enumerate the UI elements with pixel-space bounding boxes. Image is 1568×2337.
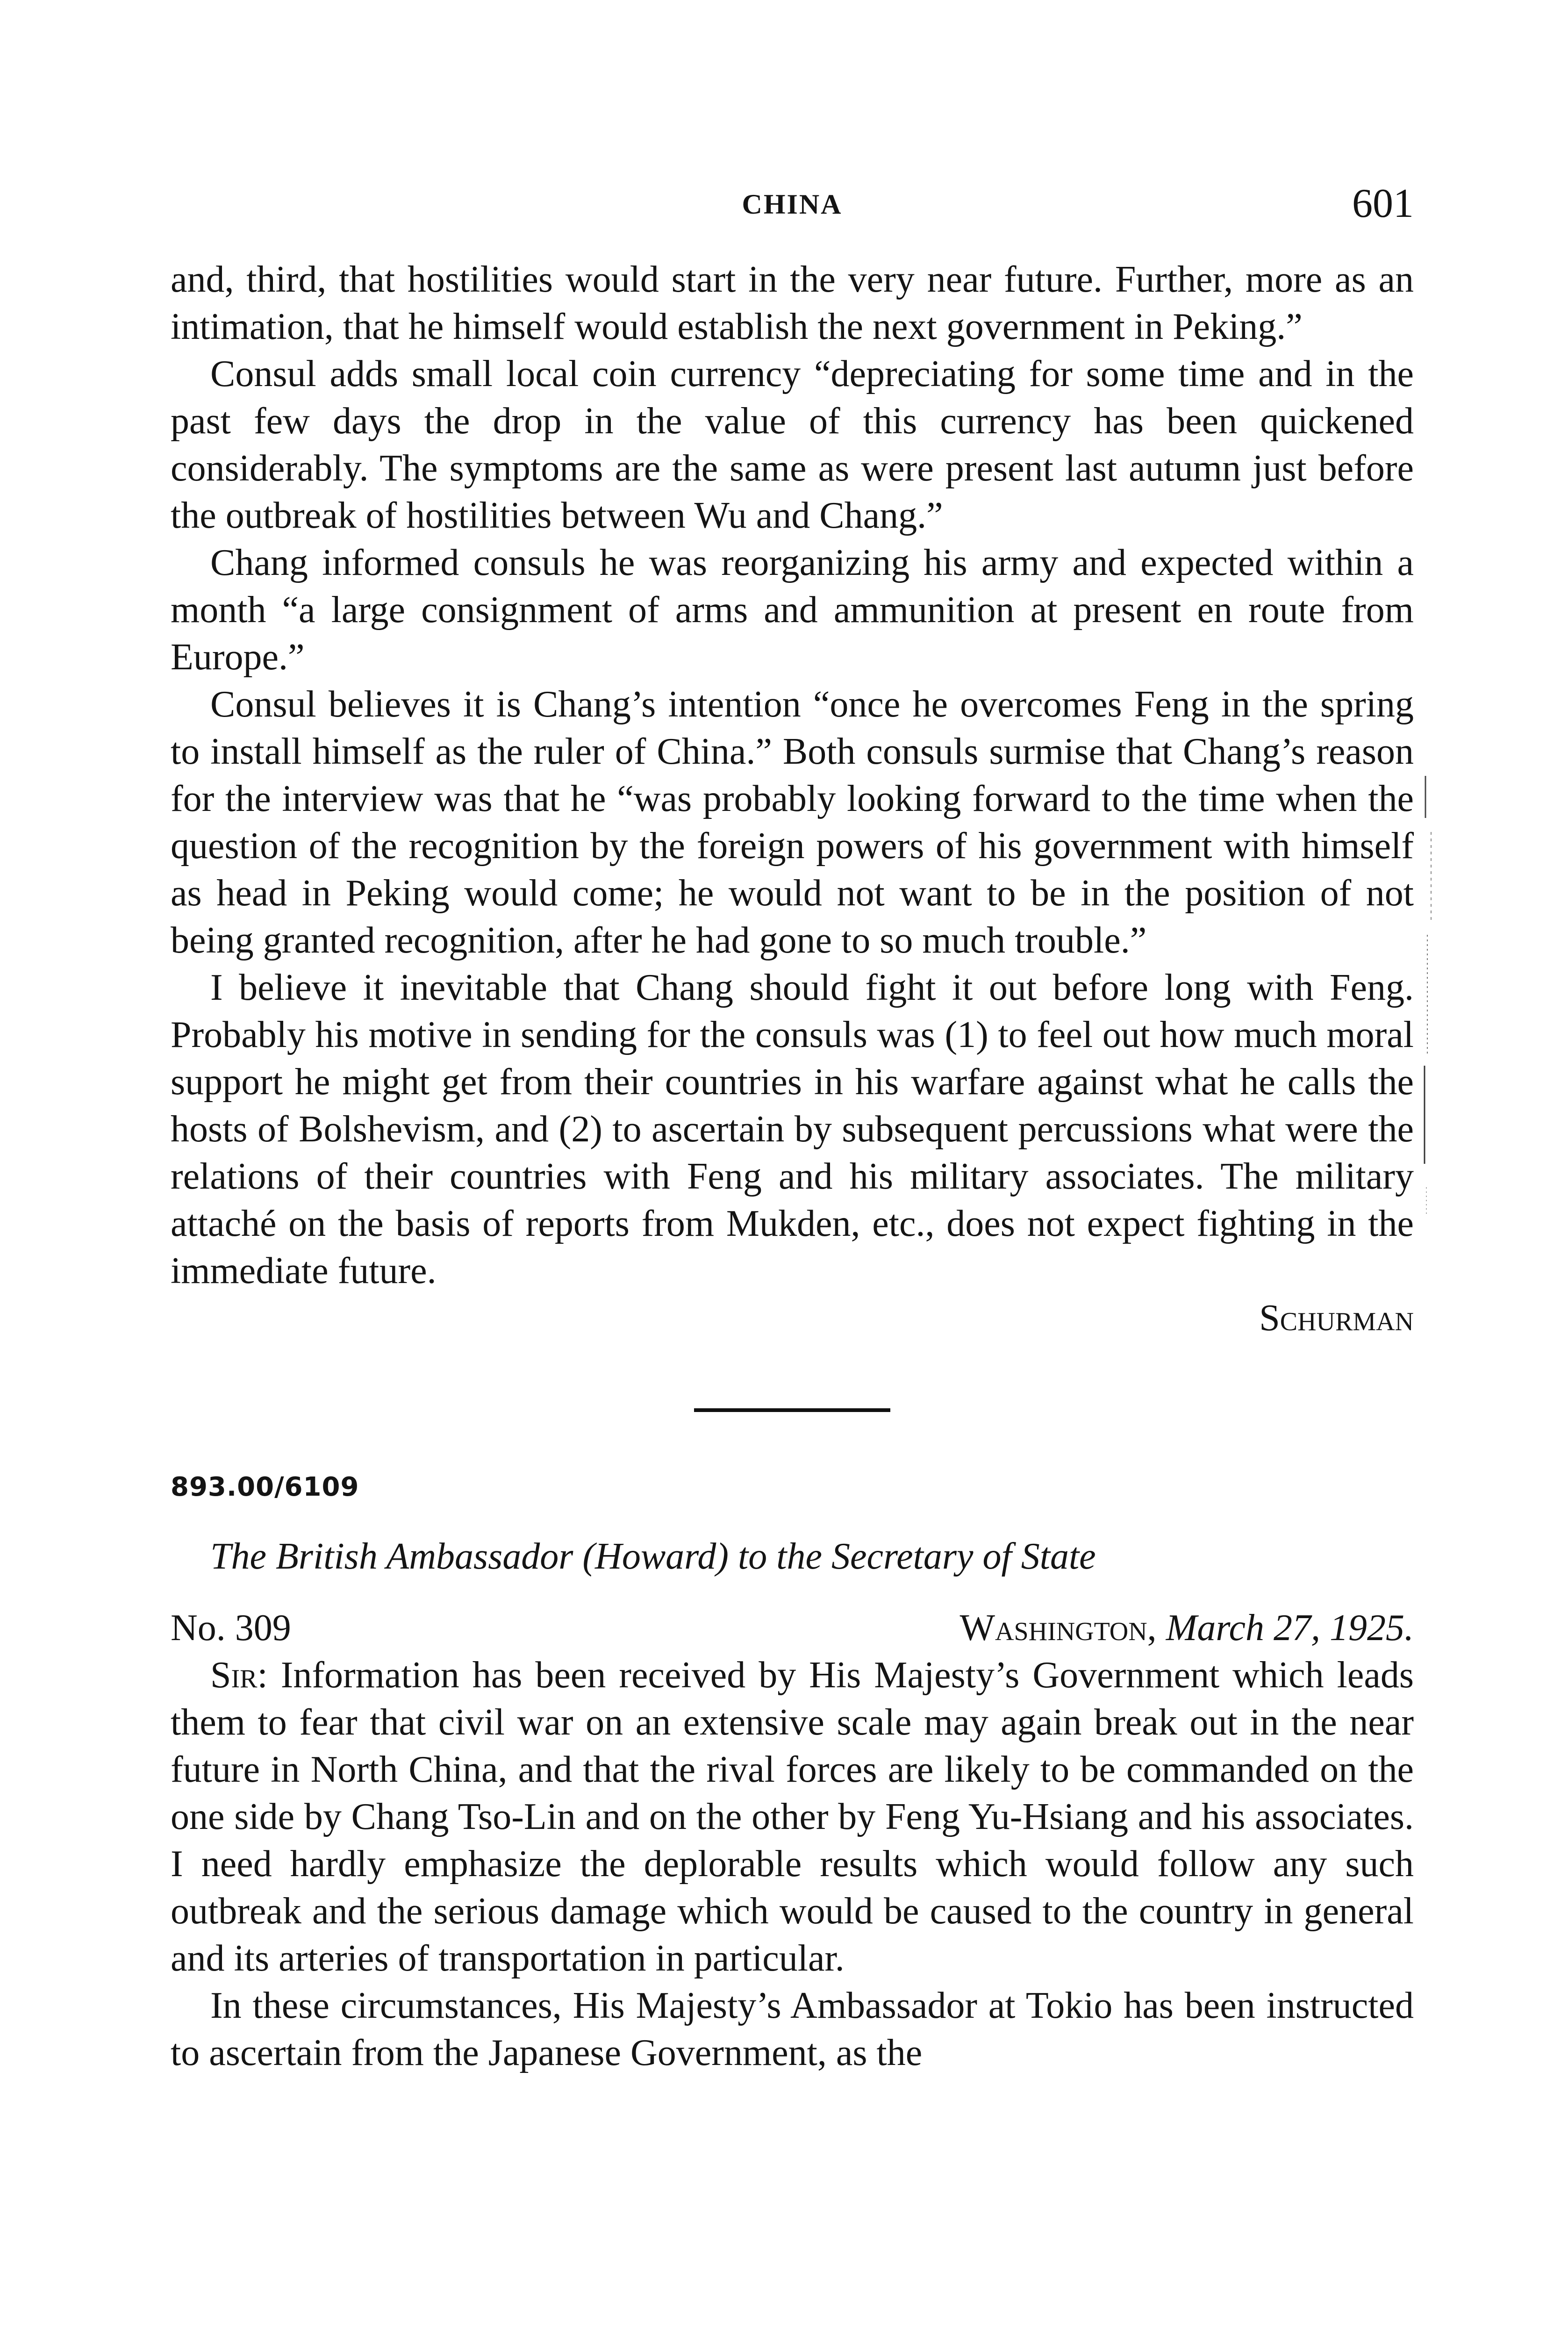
letter-place: Washington, — [959, 1607, 1157, 1649]
letter-date: March 27, 1925. — [1166, 1607, 1414, 1649]
document-title: The British Ambassador (Howard) to the Secretary of State — [210, 1536, 1096, 1577]
section-divider — [694, 1408, 890, 1412]
letter-number: No. 309 — [171, 1607, 291, 1649]
file-number: 893.00/6109 — [171, 1472, 359, 1502]
telegram-paragraph-4: Consul believes it is Chang’s intention “once he overcomes Feng in the spring to install himself as the ruler of China.” Both consuls surmise that Chang’s reason for the interview was that he “was probably looking forward to the time when the question of the recognition by the foreign powers of his government with himself as head in Peking would come; he would not want to be in the position of not being granted recognition, after he had gone to so much trouble.” — [171, 684, 1414, 961]
telegram-paragraph-5: I believe it inevitable that Chang should fight it out before long with Feng. Probably his motive in sending for the consuls was (1) to feel out how much moral support he might get from their countries in his warfare against what he calls the hosts of Bolshevism, and (2) to ascertain by subsequent percussions what were the relations of their countries with Feng and his military associates. The military attaché on the basis of reports from Mukden, etc., does not expect fighting in the immediate future. — [171, 967, 1414, 1291]
place-date — [960, 1605, 1414, 1652]
telegram-paragraph-3: Chang informed consuls he was reorganizing his army and expected within a month “a large consignment of arms and ammunition at present en route from Europe.” — [171, 542, 1414, 678]
running-head: CHINA — [742, 189, 843, 220]
letter-paragraph-1-text: Information has been received by His Majesty’s Government which leads them to fear that civil war on an extensive scale may again break out in the near future in North China, and that the rival forces are likely to be commanded on the one side by Chang Tso-Lin and on the other by Feng Yu-Hsiang and his associates. I need hardly emphasize the deplorable results which would follow any such outbreak and the serious damage which would be caused to the country in general and its arteries of transportation in particular. — [171, 1655, 1414, 1979]
letter-paragraph-1 — [171, 1652, 1414, 1982]
telegram-paragraph-1: and, third, that hostilities would start in the very near future. Further, more as an intimation, that he himself would establish the next government in Peking.” — [171, 259, 1414, 347]
salutation: Sir: — [210, 1655, 268, 1696]
page-number: 601 — [1352, 181, 1414, 226]
letter-paragraph-2: In these circumstances, His Majesty’s Ambassador at Tokio has been instructed to ascertain from the Japanese Government, as the — [171, 1985, 1414, 2073]
telegram-paragraph-2: Consul adds small local coin currency “depreciating for some time and in the past few days the drop in the value of this currency has been quickened considerably. The symptoms are the same as were present last autumn just before the outbreak of hostilities between Wu and Chang.” — [171, 353, 1414, 536]
page-body — [171, 256, 1414, 2077]
dateline — [171, 1605, 1414, 1652]
page-header — [171, 180, 1414, 231]
margin-marks — [1421, 767, 1439, 1234]
signature: Schurman — [1259, 1298, 1414, 1339]
